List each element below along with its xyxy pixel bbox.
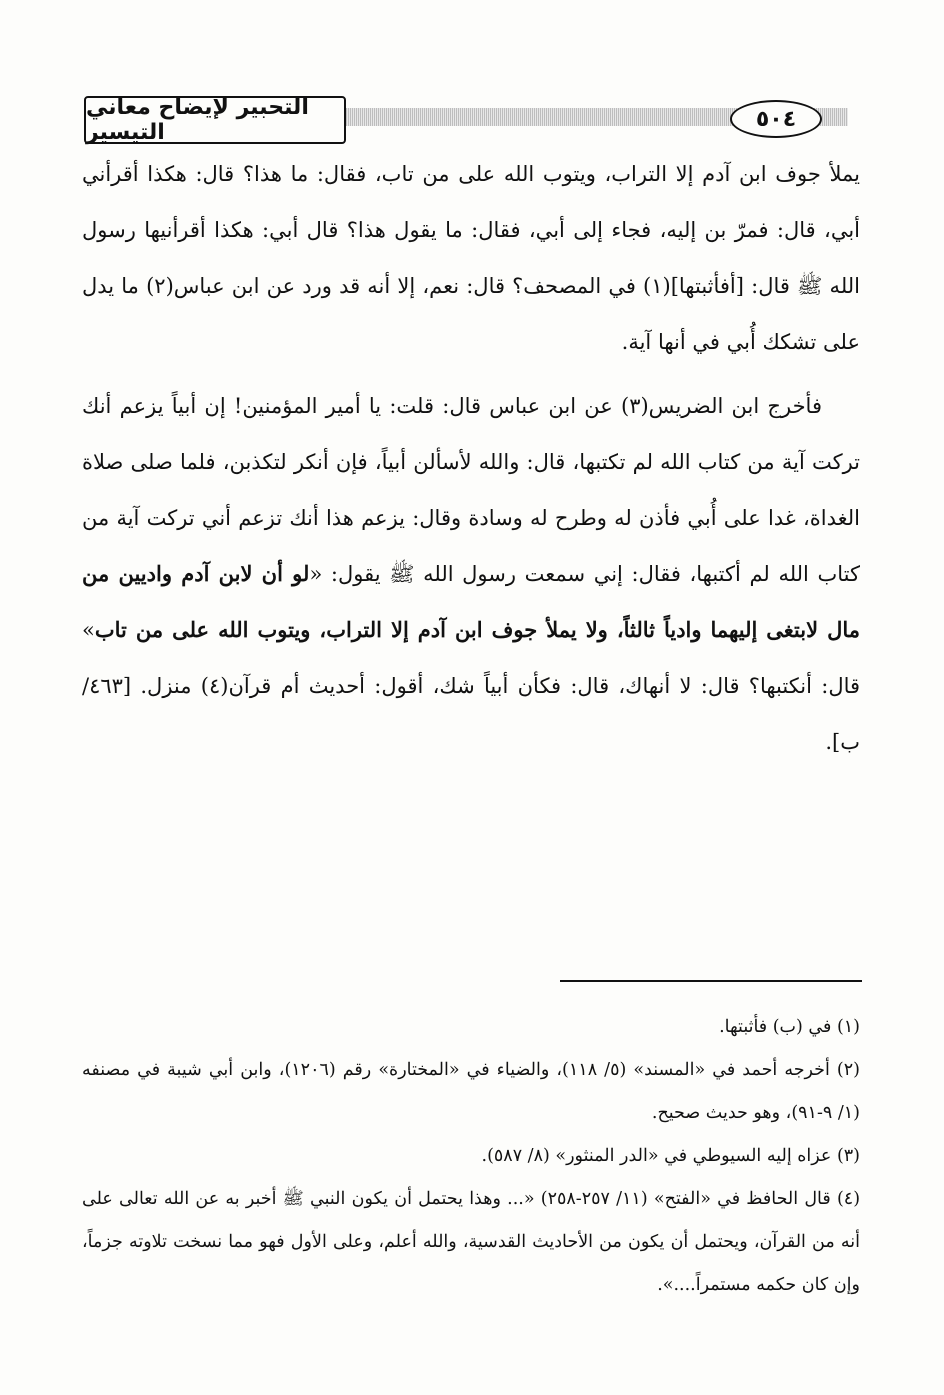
footnote-4: (٤) قال الحافظ في «الفتح» (١١/ ٢٥٧-٢٥٨) «... وهذا يحتمل أن يكون النبي ﷺ أخبر به عن الله تعالى على أنه من القرآن، ويحتمل أن يكون من الأحاديث القدسية، والله أعلم، وعلى الأول فهو مما نسخت تلاوته جزماً، وإن كان حكمه مستمراً....». bbox=[82, 1189, 861, 1295]
footnote-1: (١) في (ب) فأثبتها. bbox=[719, 1017, 860, 1037]
footnotes bbox=[82, 1006, 860, 1307]
footnote-2: (٢) أخرجه أحمد في «المسند» (٥/ ١١٨)، والضياء في «المختارة» رقم (١٢٠٦)، وابن أبي شيبة في مصنفه (١/ ٩-٩١)، وهو حديث صحيح. bbox=[82, 1060, 860, 1123]
book-title: التحبير لإيضاح معاني التيسير bbox=[84, 96, 346, 144]
page-number: ٥٠٤ bbox=[730, 100, 822, 138]
paragraph-2-start: فأخرج ابن الضريس(٣) عن ابن عباس قال: قلت: يا أمير المؤمنين! إن أبياً يزعم أنك تركت آية من كتاب الله لم تكتبها، قال: والله لأسألن أبياً، فإن أنكر لتكذبن، فلما صلى صلاة الغداة، غدا على أُبي فأذن له وطرح له وسادة وقال: يزعم هذا أنك تزعم أني تركت آية من كتاب الله لم أكتبها، فقال: إني سمعت رسول الله ﷺ يقول: « bbox=[82, 394, 860, 586]
paragraph-2 bbox=[82, 378, 860, 770]
main-text bbox=[82, 146, 860, 770]
paragraph-1: يملأ جوف ابن آدم إلا التراب، ويتوب الله على من تاب، فقال: ما هذا؟ قال: هكذا أقرأني أبي، قال: فمرّ بن إليه، فجاء إلى أبي، فقال: ما يقول هذا؟ قال أبي: هكذا أقرأنيها رسول الله ﷺ قال: [أفأثبتها](١) في المصحف؟ قال: نعم، إلا أنه قد ورد عن ابن عباس(٢) ما يدل على تشكك أُبي في أنها آية. bbox=[82, 162, 861, 354]
footnote-separator bbox=[560, 980, 862, 982]
paragraph-2-end: » قال: أنكتبها؟ قال: لا أنهاك، قال: فكأن أبياً شك، أقول: أحديث أم قرآن(٤) منزل. [٤٦٣/ ب]. bbox=[82, 618, 861, 754]
hadith-quote: لو أن لابن آدم واديين من مال لابتغى إليهما وادياً ثالثاً، ولا يملأ جوف ابن آدم إلا التراب، ويتوب الله على من تاب bbox=[82, 561, 860, 642]
page-header bbox=[84, 96, 848, 146]
footnote-3: (٣) عزاه إليه السيوطي في «الدر المنثور» (٨/ ٥٨٧). bbox=[481, 1146, 860, 1166]
